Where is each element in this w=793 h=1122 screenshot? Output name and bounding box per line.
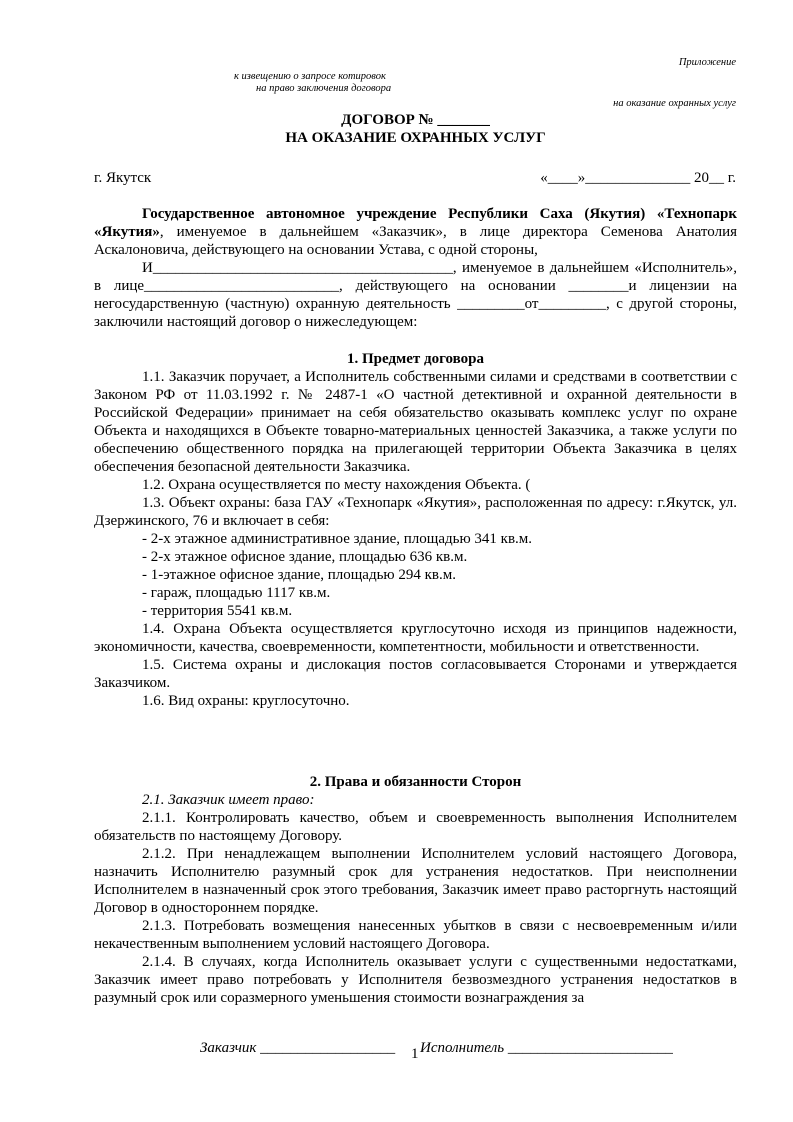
preamble-text: , именуемое в дальнейшем «Заказчик», в лице директора Семенова Анатолия Аскалоновича, действующего на основании Устава, с одной стороны, xyxy=(94,224,737,258)
section-2-heading: 2. Права и обязанности Сторон xyxy=(309,774,522,790)
object-item-4: - гараж, площадью 1117 кв.м. xyxy=(142,585,331,601)
contractor-paragraph: И________________________________________, именуемое в дальнейшем «Исполнитель», в лице__________________________, действующего на основании ________и лицензии на негосударственную (частную) охранную деятельность _________от_________, с другой стороны, заключили настоящий договор о нижеследующем: xyxy=(94,260,737,330)
clause-1-2: 1.2. Охрана осуществляется по месту нахождения Объекта. ( xyxy=(142,477,531,493)
section-1-heading: 1. Предмет договора xyxy=(346,351,485,367)
notice-line-1: к извещению о запросе котировок xyxy=(234,71,386,82)
preamble-paragraph xyxy=(94,205,737,259)
object-item-1: - 2-х этажное административное здание, площадью 341 кв.м. xyxy=(142,531,533,547)
contractor-signature: Исполнитель ______________________ xyxy=(420,1040,673,1056)
contract-subtitle: НА ОКАЗАНИЕ ОХРАННЫХ УСЛУГ xyxy=(285,130,546,146)
notice-line-2: на право заключения договора xyxy=(256,83,392,94)
page-number: 1 xyxy=(411,1046,419,1062)
clause-1-6: 1.6. Вид охраны: круглосуточно. xyxy=(142,693,350,709)
section-1-body xyxy=(94,368,737,710)
clause-2-1-2: 2.1.2. При ненадлежащем выполнении Исполнителем условий настоящего Договора, назначить Исполнителю разумный срок для устранения недостатков. При неисполнении Исполнителем в назначенный срок этого требования, Заказчик имеет право расторгнуть настоящий Договор в одностороннем порядке. xyxy=(94,846,737,916)
date-line: «____»______________ 20__ г. xyxy=(540,170,736,186)
object-item-2: - 2-х этажное офисное здание, площадью 636 кв.м. xyxy=(142,549,468,565)
services-note: на оказание охранных услуг xyxy=(613,98,736,109)
clause-2-1-1: 2.1.1. Контролировать качество, объем и своевременность выполнения Исполнителем обязательств по настоящему Договору. xyxy=(94,810,737,844)
clause-1-4: 1.4. Охрана Объекта осуществляется круглосуточно исходя из принципов надежности, экономичности, качества, своевременности, компетентности, мобильности и ответственности. xyxy=(94,621,737,655)
clause-2-1-3: 2.1.3. Потребовать возмещения нанесенных убытков в связи с несвоевременным и/или некачественным выполнением условий настоящего Договора. xyxy=(94,918,737,952)
clause-2-1-4: 2.1.4. В случаях, когда Исполнитель оказывает услуги с существенными недостатками, Заказчик имеет право потребовать у Исполнителя безвозмездного устранения недостатков в разумный срок или соразмерного уменьшения стоимости вознаграждения за xyxy=(94,954,737,1006)
clause-1-1: 1.1. Заказчик поручает, а Исполнитель собственными силами и средствами в соответствии с Законом РФ от 11.03.1992 г. № 2487-1 «О частной детективной и охранной деятельности в Российской Федерации» принимает на себя обязательство оказывать комплекс услуг по охране Объекта и находящихся в Объекте товарно-материальных ценностей Заказчика, а также услуги по обеспечению общественного порядка на прилегающей территории Объекта Заказчика в целях обеспечения безопасной деятельности Заказчика. xyxy=(94,369,737,475)
place: г. Якутск xyxy=(94,170,152,186)
clause-1-5: 1.5. Система охраны и дислокация постов согласовывается Сторонами и утверждается Заказчиком. xyxy=(94,657,737,691)
contract-title: ДОГОВОР № _______ xyxy=(341,112,490,128)
customer-signature: Заказчик __________________ xyxy=(200,1040,396,1056)
preamble xyxy=(94,205,737,331)
clause-2-1: 2.1. Заказчик имеет право: xyxy=(142,792,315,808)
organization-name: Государственное автономное учреждение Республики Саха (Якутия) «Технопарк «Якутия» xyxy=(94,206,737,240)
appendix-label: Приложение xyxy=(678,57,736,68)
object-item-5: - территория 5541 кв.м. xyxy=(142,603,293,619)
object-item-3: - 1-этажное офисное здание, площадью 294 кв.м. xyxy=(142,567,456,583)
section-2-body xyxy=(94,791,737,1007)
clause-1-3: 1.3. Объект охраны: база ГАУ «Технопарк «Якутия», расположенная по адресу: г.Якутск, ул. Дзержинского, 76 и включает в себя: xyxy=(94,495,737,529)
